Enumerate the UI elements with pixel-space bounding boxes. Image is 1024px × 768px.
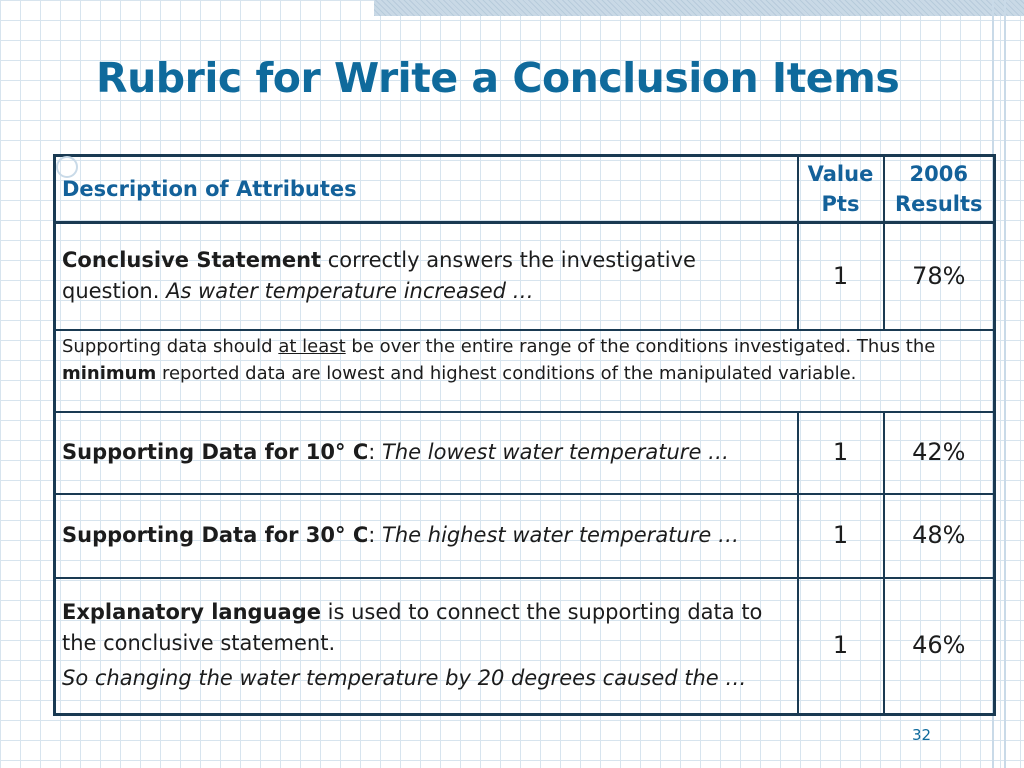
row-label: Supporting Data for 10 [62, 440, 336, 464]
note-underline: at least [278, 335, 346, 357]
row-result: 46% [884, 578, 995, 715]
header-value-line1: Value [807, 162, 874, 186]
row-colon: : [368, 440, 383, 464]
page-number: 32 [912, 726, 932, 744]
row-result: 78% [884, 223, 995, 330]
row-text: is used to connect the supporting data to the conclusive statement. [62, 600, 763, 656]
decorative-line [1004, 0, 1006, 768]
row-result: 48% [884, 494, 995, 578]
row-colon: : [368, 523, 383, 547]
row-label: Explanatory language [62, 600, 321, 625]
table-row [55, 494, 995, 578]
row-value: 1 [798, 494, 884, 578]
note-text: Supporting data should [62, 335, 279, 357]
note-text: be over the entire range of the conditions investigated. Thus the [345, 335, 936, 357]
corner-band [374, 0, 1024, 16]
header-value-line2: Pts [821, 192, 860, 216]
note-bold: minimum [62, 362, 157, 384]
header-description: Description of Attributes [55, 156, 798, 223]
note-text: reported data are lowest and highest conditions of the manipulated variable. [156, 362, 857, 384]
header-value-pts [798, 156, 884, 223]
unit-label: C [345, 523, 369, 547]
row-value: 1 [798, 223, 884, 330]
row-text: correctly answers the investigative question. [62, 248, 696, 304]
table-row [55, 578, 995, 715]
slide-title: Rubric for Write a Conclusion Items [96, 54, 900, 102]
decorative-ring [56, 156, 78, 178]
degree-symbol: ° [335, 523, 346, 547]
header-results [884, 156, 995, 223]
row-result: 42% [884, 412, 995, 494]
unit-label: C [345, 440, 369, 464]
row-description [55, 223, 798, 330]
row-description [55, 412, 798, 494]
row-example: The highest water temperature … [382, 523, 739, 547]
row-label: Conclusive Statement [62, 248, 322, 273]
row-value: 1 [798, 578, 884, 715]
table-row [55, 412, 995, 494]
row-example: The lowest water temperature … [382, 440, 730, 464]
note-row [55, 330, 995, 412]
degree-symbol: ° [335, 440, 346, 464]
row-value: 1 [798, 412, 884, 494]
header-row [55, 156, 995, 223]
table-row [55, 223, 995, 330]
rubric-table [53, 154, 996, 716]
row-example: As water temperature increased … [166, 279, 534, 304]
supporting-data-note [55, 330, 995, 412]
row-description [55, 494, 798, 578]
header-results-line1: 2006 [909, 162, 968, 186]
row-description [55, 578, 798, 715]
row-example: So changing the water temperature by 20 degrees caused the … [62, 666, 747, 691]
header-results-line2: Results [894, 192, 983, 216]
row-label: Supporting Data for 30 [62, 523, 336, 547]
